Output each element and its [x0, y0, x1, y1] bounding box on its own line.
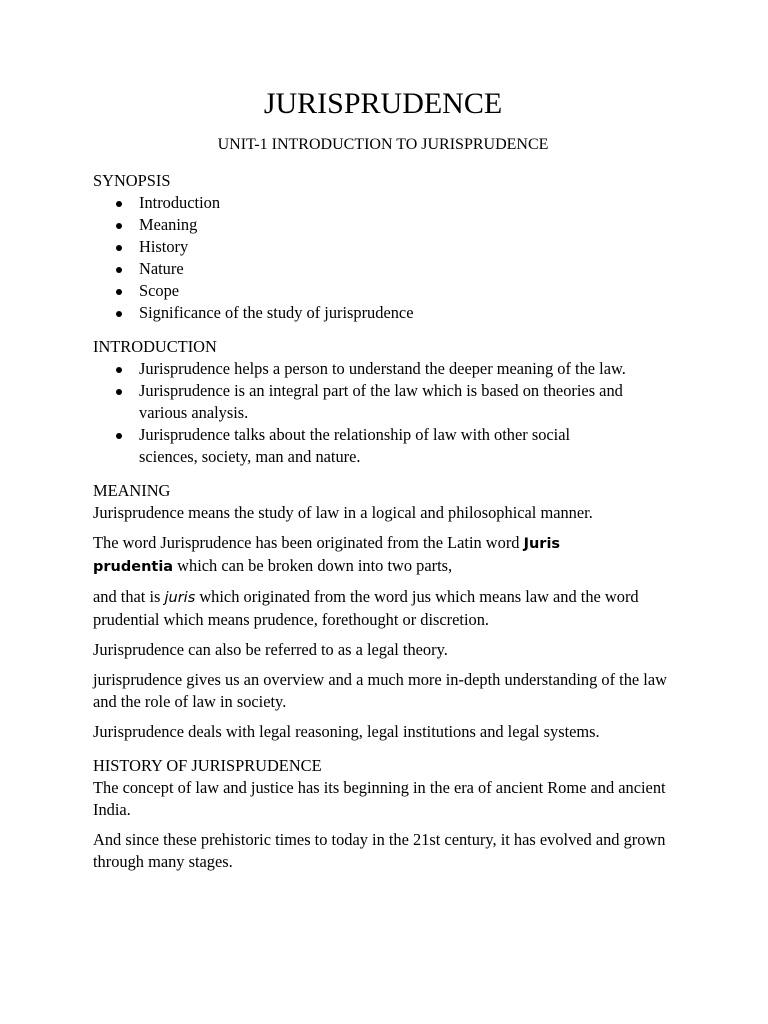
bullet-icon: [116, 289, 122, 295]
document-subtitle: UNIT-1 INTRODUCTION TO JURISPRUDENCE: [217, 136, 549, 153]
latin-term: juris: [164, 590, 196, 606]
list-item: Nature: [93, 258, 683, 280]
meaning-paragraph: The word Jurisprudence has been originated from the Latin word Juris prudentia which can be broken down into two parts,: [93, 533, 561, 575]
bullet-icon: [116, 433, 122, 439]
list-item: Introduction: [93, 192, 683, 214]
history-heading: HISTORY OF JURISPRUDENCE: [93, 756, 322, 775]
meaning-paragraph: jurisprudence gives us an overview and a much more in-depth understanding of the law and the role of law in society.: [93, 670, 667, 711]
introduction-list: [93, 358, 683, 468]
list-item: Significance of the study of jurisprudence: [93, 302, 683, 324]
synopsis-heading: SYNOPSIS: [93, 171, 171, 190]
meaning-heading: MEANING: [93, 481, 171, 500]
bullet-icon: [116, 367, 122, 373]
list-item: Jurisprudence talks about the relationship of law with other social sciences, society, man and nature.: [93, 424, 673, 468]
meaning-paragraph: Jurisprudence means the study of law in a logical and philosophical manner.: [93, 503, 593, 522]
list-item: Scope: [93, 280, 683, 302]
bullet-icon: [116, 223, 122, 229]
bullet-icon: [116, 267, 122, 273]
list-item: Jurisprudence is an integral part of the law which is based on theories and various analysis.: [93, 380, 673, 424]
document-body: [93, 170, 683, 873]
bullet-icon: [116, 201, 122, 207]
introduction-heading: INTRODUCTION: [93, 337, 217, 356]
list-item: History: [93, 236, 683, 258]
meaning-paragraph: Jurisprudence can also be referred to as a legal theory.: [93, 640, 448, 659]
list-item: Meaning: [93, 214, 683, 236]
bullet-icon: [116, 389, 122, 395]
history-paragraph: The concept of law and justice has its beginning in the era of ancient Rome and ancient India.: [93, 778, 666, 819]
bullet-icon: [116, 311, 122, 317]
meaning-paragraph: and that is juris which originated from the word jus which means law and the word prudential which means prudence, forethought or discretion.: [93, 587, 639, 629]
document-title: JURISPRUDENCE: [263, 87, 503, 120]
meaning-paragraph: Jurisprudence deals with legal reasoning, legal institutions and legal systems.: [93, 722, 600, 741]
synopsis-list: [93, 192, 683, 324]
history-paragraph: And since these prehistoric times to today in the 21st century, it has evolved and grown through many stages.: [93, 830, 666, 871]
list-item: Jurisprudence helps a person to understand the deeper meaning of the law.: [93, 358, 673, 380]
bullet-icon: [116, 245, 122, 251]
latin-term: Juris prudentia: [93, 536, 561, 575]
